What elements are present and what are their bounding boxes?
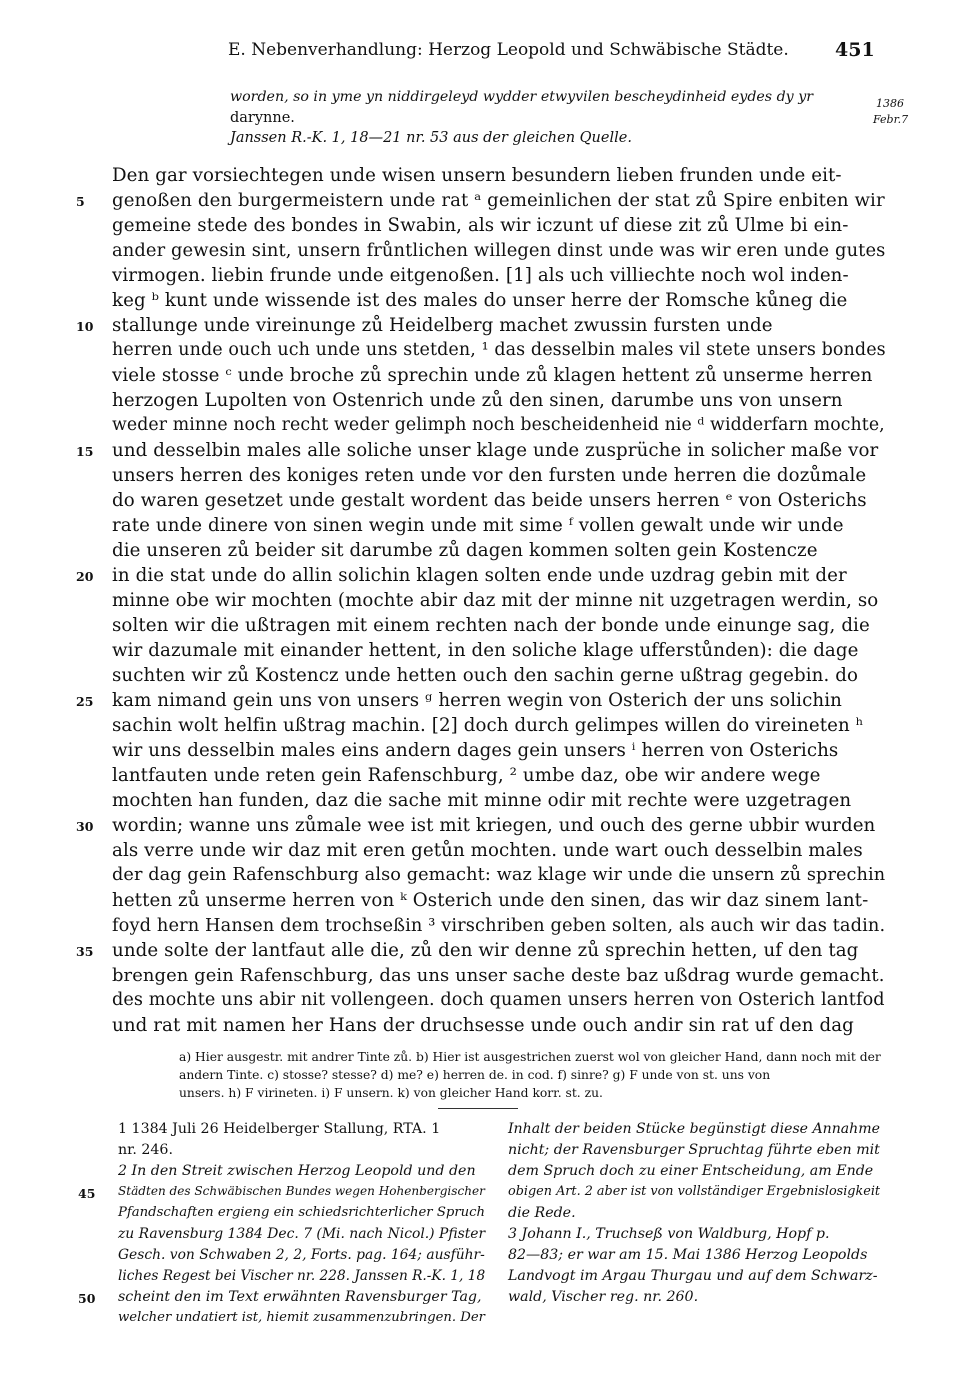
body-line-2: genoßen den burgermeistern unde rat ᵃ gemeinlichen der stat zů Spire enbiten wir <box>112 190 885 211</box>
body-line-26: mochten han funden, daz die sache mit minne odir mit rechte were uzgetragen <box>112 790 852 811</box>
footnote-right-line-5: die Rede. <box>508 1205 576 1221</box>
body-line-19: solten wir die ußtragen mit einem rechten nach der bonde unde einunge sag, die <box>112 615 870 636</box>
variant-note-line-3: unsers. h) F virineten. i) F unsern. k) von gleicher Hand korr. st. zu. <box>179 1086 603 1100</box>
body-line-8: herren unde ouch uch unde uns stetden, ¹ das desselbin males vil stete unsers bondes <box>112 340 886 360</box>
line-number: 30 <box>76 819 94 834</box>
line-number: 5 <box>76 194 85 209</box>
body-line-16: die unseren zů beider sit darumbe zů dagen kommen solten gein Kostencze <box>112 540 818 561</box>
intro-line-2: darynne. <box>230 110 295 126</box>
body-line-20: wir dazumale mit einander hettent, in den soliche klage ufferstůnden): die dage <box>112 640 859 661</box>
footnote-left-line-4: Städten des Schwäbischen Bundes wegen Hohenbergischer <box>118 1184 485 1198</box>
body-line-33: brengen gein Rafenschburg, das uns unser sache deste baz ußdrag wurde gemacht. <box>112 965 885 986</box>
body-line-12: und desselbin males alle soliche unser klage unde zusprüche in solicher maße vor <box>112 440 879 461</box>
body-line-30: hetten zů unserme herren von ᵏ Osterich unde den sinen, das wir daz sinem lant- <box>112 890 869 911</box>
footnote-separator <box>438 1108 518 1109</box>
body-line-18: minne obe wir mochten (mochte abir daz mit der minne nit uzgetragen werdin, so <box>112 590 879 611</box>
running-title: E. Nebenverhandlung: Herzog Leopold und Schwäbische Städte. <box>228 40 789 60</box>
body-line-4: ander gewesin sint, unsern frůntlichen willegen dinst unde was wir eren unde gutes <box>112 240 886 261</box>
body-line-14: do waren gesetzet unde gestalt wordent das beide unsers herren ᵉ von Osterichs <box>112 490 867 511</box>
line-number: 25 <box>76 694 94 709</box>
body-line-22: kam nimand gein uns von unsers ᵍ herren wegin von Osterich der uns solichin <box>112 690 842 711</box>
variant-note-line-1: a) Hier ausgestr. mit andrer Tinte zů. b) Hier ist ausgestrichen zuerst wol von gleicher Hand, dann noch mit der <box>179 1050 881 1064</box>
body-line-15: rate unde dinere von sinen wegin unde mit sime ᶠ vollen gewalt unde wir unde <box>112 515 844 536</box>
footnote-right-line-4: obigen Art. 2 aber ist von vollständiger Ergebnislosigkeit <box>508 1184 881 1199</box>
footnote-left-line-2: nr. 246. <box>118 1142 173 1158</box>
line-number: 10 <box>76 319 94 334</box>
body-line-21: suchten wir zů Kostencz unde hetten ouch den sachin gerne ußtrag gegebin. do <box>112 665 858 686</box>
body-line-27: wordin; wanne uns zůmale wee ist mit kriegen, und ouch des gerne ubbir wurden <box>112 815 876 836</box>
footnote-right-line-6: 3 Johann I., Truchseß von Waldburg, Hopf p. <box>508 1226 830 1242</box>
page-number: 451 <box>835 39 875 61</box>
line-number: 50 <box>78 1291 96 1306</box>
footnote-right-line-3: dem Spruch doch zu einer Entscheidung, am Ende <box>508 1163 874 1179</box>
body-line-3: gemeine stede des bondes in Swabin, als wir iczunt uf diese zit zů Ulme bi ein- <box>112 215 849 236</box>
line-number: 20 <box>76 569 94 584</box>
footnote-left-line-8: liches Regest bei Vischer nr. 228. Janssen R.-K. 1, 18 <box>118 1268 486 1284</box>
footnote-right-line-1: Inhalt der beiden Stücke begünstigt diese Annahme <box>508 1121 880 1137</box>
footnote-left-line-9: scheint den im Text erwähnten Ravensburger Tag, <box>118 1289 482 1305</box>
footnote-left-line-7: Gesch. von Schwaben 2, 2, Forts. pag. 164; ausführ- <box>118 1247 485 1263</box>
line-number: 35 <box>76 944 94 959</box>
body-line-25: lantfauten unde reten gein Rafenschburg, ² umbe daz, obe wir andere wege <box>112 765 821 786</box>
intro-line-1: worden, so in yme yn niddirgeleyd wydder etwyvilen bescheydinheid eydes dy yr <box>230 89 813 105</box>
body-line-28: als verre unde wir daz mit eren getůn mochten. unde wart ouch desselbin males <box>112 840 863 861</box>
footnote-right-line-2: nicht; der Ravensburger Spruchtag führte eben mit <box>508 1142 880 1158</box>
line-number: 45 <box>78 1186 96 1201</box>
footnote-left-line-5: Pfandschaften ergieng ein schiedsrichterlicher Spruch <box>118 1205 486 1220</box>
body-line-29: der dag gein Rafenschburg also gemacht: waz klage wir unde die unsern zů sprechin <box>112 865 886 885</box>
line-number: 15 <box>76 444 94 459</box>
body-line-23: sachin wolt helfin ußtrag machin. [2] doch durch gelimpes willen do vireineten ʰ <box>112 715 864 736</box>
variant-note-line-2: andern Tinte. c) stosse? stesse? d) me? e) herren de. in cod. f) sinre? g) F unde von st. uns von <box>179 1068 771 1082</box>
margin-date: Febr.7 <box>873 113 909 126</box>
body-line-11: weder minne noch recht weder gelimph noch bescheidenheid nie ᵈ widderfarn mochte, <box>112 415 885 435</box>
footnote-right-line-9: wald, Vischer reg. nr. 260. <box>508 1289 699 1305</box>
body-line-5: virmogen. liebin frunde unde eitgenoßen. [1] als uch villiechte noch wol inden- <box>112 265 849 286</box>
body-line-35: und rat mit namen her Hans der druchsesse unde ouch andir sin rat uf den dag <box>112 1015 854 1036</box>
body-line-32: unde solte der lantfaut alle die, zů den wir denne zů sprechin hetten, uf den tag <box>112 940 859 961</box>
footnote-left-line-10: welcher undatiert ist, hiemit zusammenzubringen. Der <box>118 1310 485 1325</box>
footnote-right-line-8: Landvogt im Argau Thurgau und auf dem Schwarz- <box>508 1268 878 1284</box>
body-line-13: unsers herren des koniges reten unde vor den fursten unde herren die dozůmale <box>112 465 867 486</box>
footnote-right-line-7: 82—83; er war am 15. Mai 1386 Herzog Leopolds <box>508 1247 868 1263</box>
intro-source-line: Janssen R.-K. 1, 18—21 nr. 53 aus der gleichen Quelle. <box>230 130 632 146</box>
body-line-24: wir uns desselbin males eins andern dages gein unsers ⁱ herren von Osterichs <box>112 740 839 761</box>
body-line-31: foyd hern Hansen dem trochseßin ³ virschriben geben solten, als auch wir das tadin. <box>112 915 886 936</box>
footnote-left-line-3: 2 In den Streit zwischen Herzog Leopold und den <box>118 1163 476 1179</box>
body-line-9: viele stosse ᶜ unde broche zů sprechin unde zů klagen hettent zů unserme herren <box>112 365 873 386</box>
body-line-17: in die stat unde do allin solichin klagen solten ende unde uzdrag gebin mit der <box>112 565 847 586</box>
body-line-34: des mochte uns abir nit vollengeen. doch quamen unsers herren von Osterich lantfod <box>112 990 885 1010</box>
body-line-7: stallunge unde vireinunge zů Heidelberg machet zwussin fursten unde <box>112 315 773 336</box>
body-line-1: Den gar vorsiechtegen unde wisen unsern besundern lieben frunden unde eit- <box>112 165 842 186</box>
margin-year: 1386 <box>876 97 904 110</box>
footnote-left-line-6: zu Ravensburg 1384 Dec. 7 (Mi. nach Nicol.) Pfister <box>118 1226 486 1242</box>
body-line-6: keg ᵇ kunt unde wissende ist des males do unser herre der Romsche kůneg die <box>112 290 848 311</box>
body-line-10: herzogen Lupolten von Ostenrich unde zů den sinen, darumbe uns von unsern <box>112 390 843 411</box>
footnote-left-line-1: 1 1384 Juli 26 Heidelberger Stallung, RTA. 1 <box>118 1121 441 1137</box>
